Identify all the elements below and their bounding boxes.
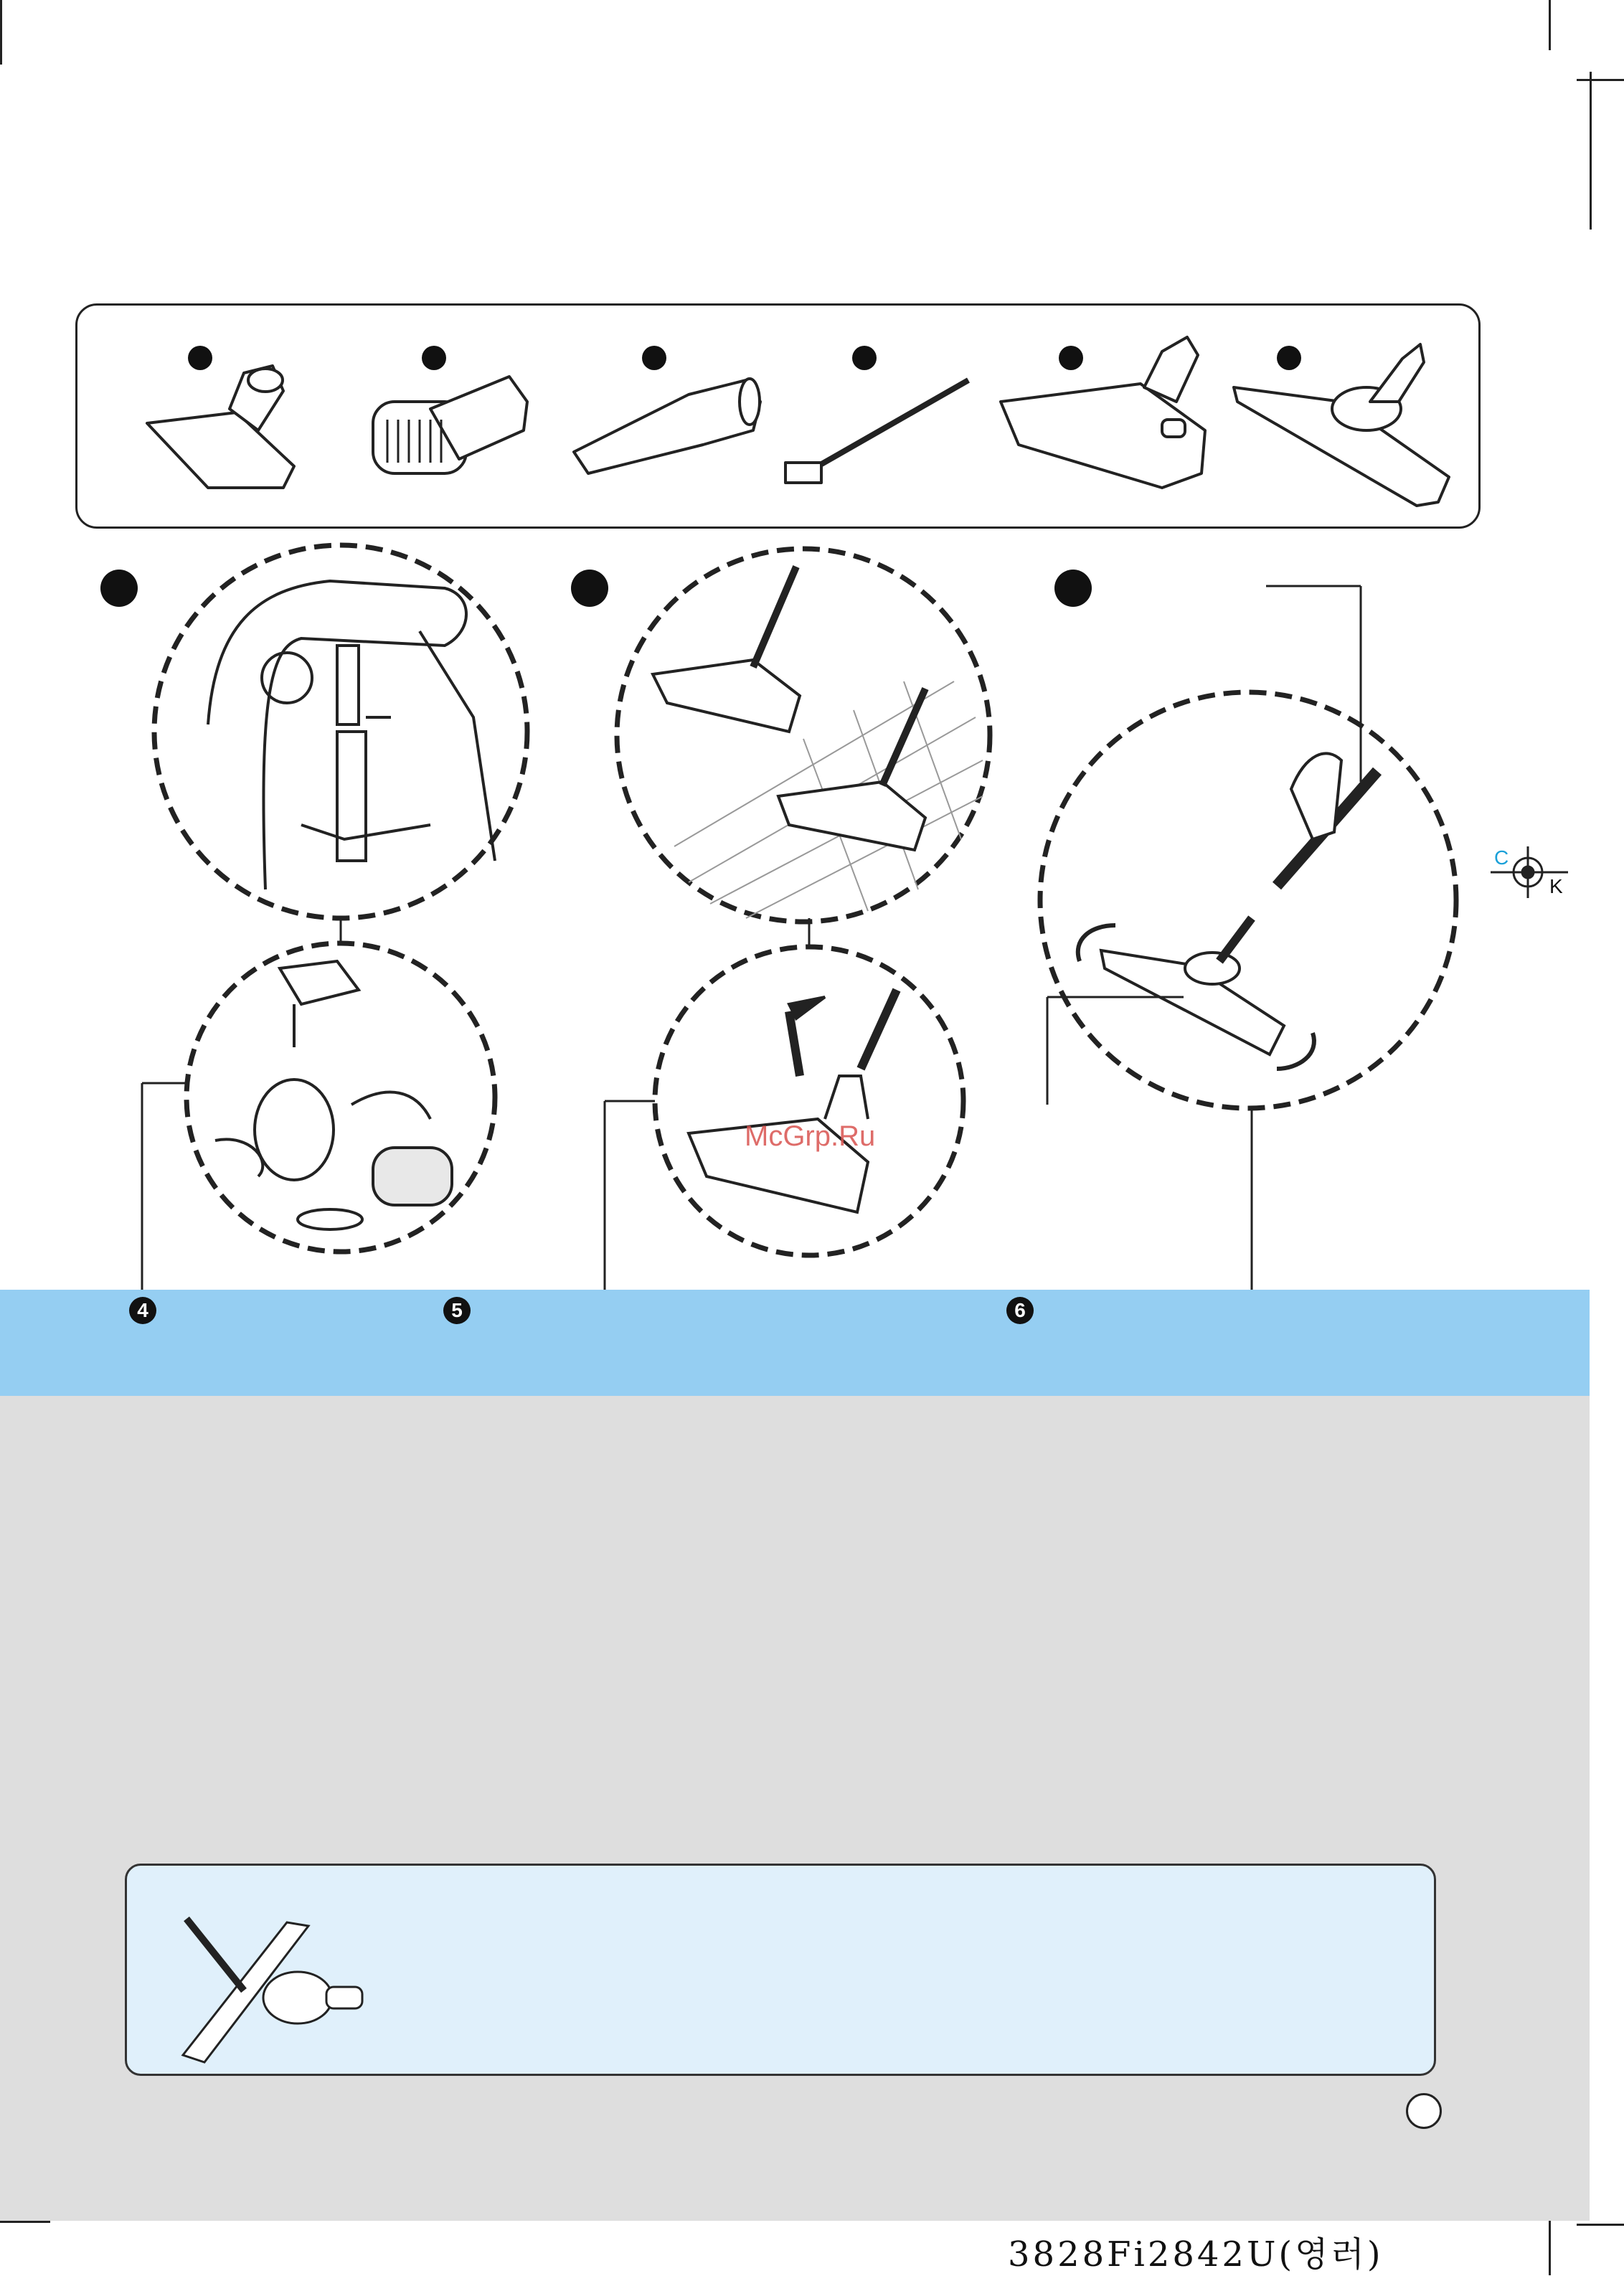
watermark: McGrp.Ru [745,1120,876,1152]
registration-label-c: C [1494,846,1509,869]
crop-mark-bottom-right-h [1577,2224,1624,2226]
section-marker-mid [571,570,608,607]
carpet-floor-nozzle-icon [1001,337,1205,488]
step-4-marker: 4 [129,1297,156,1324]
document-code: 3828Fi2842U(영러) [1008,2234,1384,2275]
parquet-underside-icon [172,1904,387,2069]
step-6-marker: 6 [1006,1297,1034,1324]
upholstery-tool-icon [147,366,294,488]
parquet-attach-circle [1040,692,1456,1108]
floor-types-circle [617,549,990,922]
crop-mark-bottom-left [0,2221,50,2223]
section-marker-right [1054,570,1092,607]
registration-label-k: K [1549,875,1563,897]
push-pull-circle [655,947,963,1255]
dusting-brush-icon [373,377,527,473]
parquet-nozzle-icon [1234,344,1449,506]
cleaning-brush-icon [785,380,968,483]
page-number-circle [1406,2093,1442,2129]
step-5-marker: 5 [443,1297,471,1324]
crop-mark-bottom-right [1549,2221,1551,2275]
section-marker-left [100,570,138,607]
instruction-body-area [0,1396,1590,2221]
crevice-tool-icon [574,379,760,473]
instruction-header-band [0,1290,1590,1396]
